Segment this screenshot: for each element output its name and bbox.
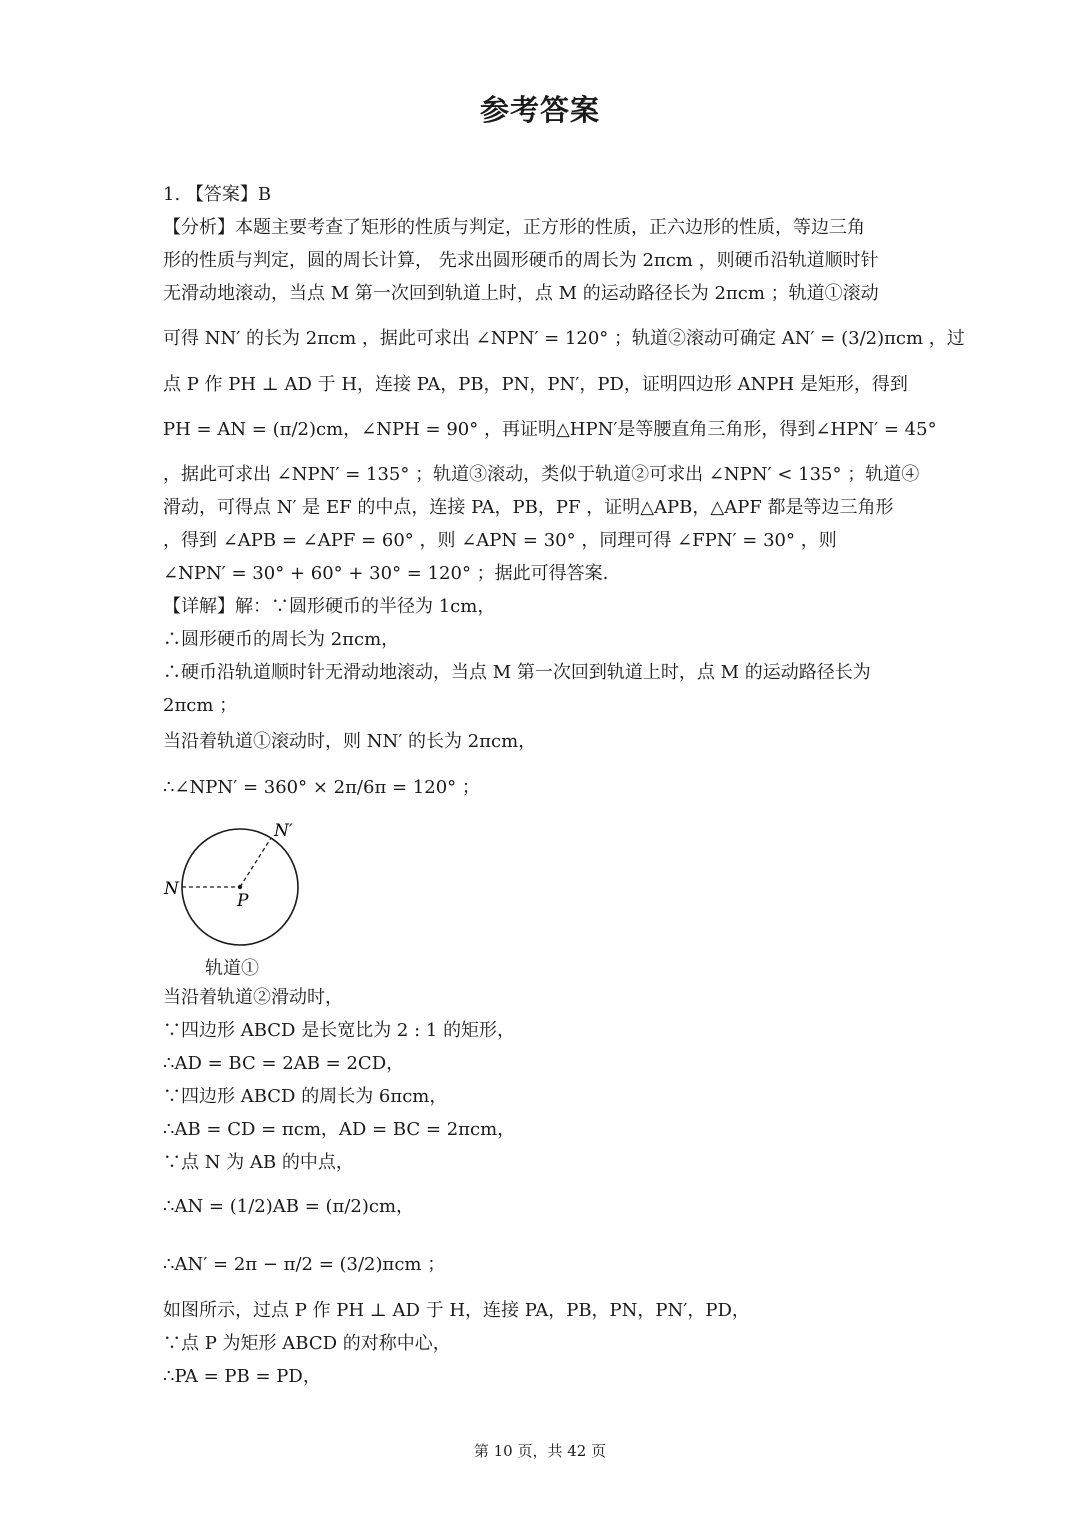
analysis-line: 无滑动地滚动，当点 M 第一次回到轨道上时，点 M 的运动路径长为 2πcm ；轨道①滚动 bbox=[163, 283, 879, 304]
solution-line: ∴∠NPN′ = 360° × 2π/6π = 120° ； bbox=[163, 777, 480, 798]
label-n: N bbox=[164, 879, 179, 899]
solution-line: 如图所示，过点 P 作 PH ⊥ AD 于 H，连接 PA，PB，PN，PN′，PD， bbox=[163, 1300, 750, 1321]
solution-line: ∴硬币沿轨道顺时针无滑动地滚动，当点 M 第一次回到轨道上时，点 M 的运动路径长为 bbox=[163, 662, 871, 683]
analysis-line: 形的性质与判定，圆的周长计算， 先求出圆形硬币的周长为 2πcm ，则硬币沿轨道顺时针 bbox=[163, 250, 879, 271]
solution-line: ∵点 P 为矩形 ABCD 的对称中心， bbox=[163, 1333, 451, 1354]
page-footer: 第 10 页，共 42 页 bbox=[473, 1442, 607, 1460]
solution-line: 2πcm ； bbox=[163, 695, 238, 716]
analysis-line: PH = AN = (π/2)cm，∠NPH = 90° ，再证明△HPN′是等腰直角三角形，得到∠HPN′ = 45° bbox=[163, 419, 937, 440]
solution-line: ∵四边形 ABCD 的周长为 6πcm， bbox=[163, 1086, 448, 1107]
radius-pn-prime bbox=[240, 838, 271, 887]
figure-caption: 轨道① bbox=[205, 958, 259, 979]
solution-line: 当沿着轨道①滚动时，则 NN′ 的长为 2πcm， bbox=[163, 731, 537, 752]
solution-line: ∵四边形 ABCD 是长宽比为 2 : 1 的矩形， bbox=[163, 1020, 516, 1041]
solution-line: ∴AN = (1/2)AB = (π/2)cm， bbox=[163, 1196, 415, 1217]
solution-line: ∴AB = CD = πcm，AD = BC = 2πcm， bbox=[163, 1119, 516, 1140]
answer-line: 1. 【答案】B bbox=[163, 184, 272, 205]
label-p: P bbox=[237, 891, 249, 911]
analysis-line: ∠NPN′ = 30° + 60° + 30° = 120° ；据此可得答案. bbox=[163, 563, 609, 584]
analysis-line: 可得 NN′ 的长为 2πcm ，据此可求出 ∠NPN′ = 120° ；轨道②滚动可确定 AN′ = (3/2)πcm ，过 bbox=[163, 328, 965, 349]
track-1-diagram bbox=[156, 818, 326, 953]
analysis-line: ，得到 ∠APB = ∠APF = 60° ，则 ∠APN = 30° ，同理可得 ∠FPN′ = 30° ，则 bbox=[163, 530, 837, 551]
page-title: 参考答案 bbox=[479, 93, 600, 127]
center-point bbox=[238, 885, 242, 889]
solution-line: ∵点 N 为 AB 的中点， bbox=[163, 1152, 354, 1173]
label-n-prime: N′ bbox=[274, 821, 293, 841]
solution-line: ∴AN′ = 2π − π/2 = (3/2)πcm ； bbox=[163, 1254, 446, 1275]
solution-line: ∴AD = BC = 2AB = 2CD， bbox=[163, 1053, 405, 1074]
analysis-line: 点 P 作 PH ⊥ AD 于 H，连接 PA，PB，PN，PN′，PD，证明四边形 ANPH 是矩形，得到 bbox=[163, 374, 908, 395]
analysis-line: ，据此可求出 ∠NPN′ = 135° ；轨道③滚动，类似于轨道②可求出 ∠NPN′ < 135° ；轨道④ bbox=[163, 464, 920, 485]
solution-line: ∴PA = PB = PD， bbox=[163, 1366, 321, 1387]
analysis-line: 【分析】本题主要考查了矩形的性质与判定，正方形的性质，正六边形的性质，等边三角 bbox=[163, 217, 865, 238]
solution-line: 【详解】解：∵圆形硬币的半径为 1cm， bbox=[163, 596, 496, 617]
solution-line: 当沿着轨道②滑动时， bbox=[163, 987, 343, 1008]
analysis-line: 滑动，可得点 N′ 是 EF 的中点，连接 PA，PB，PF ，证明△APB，△APF 都是等边三角形 bbox=[163, 497, 894, 518]
solution-line: ∴圆形硬币的周长为 2πcm， bbox=[163, 629, 400, 650]
